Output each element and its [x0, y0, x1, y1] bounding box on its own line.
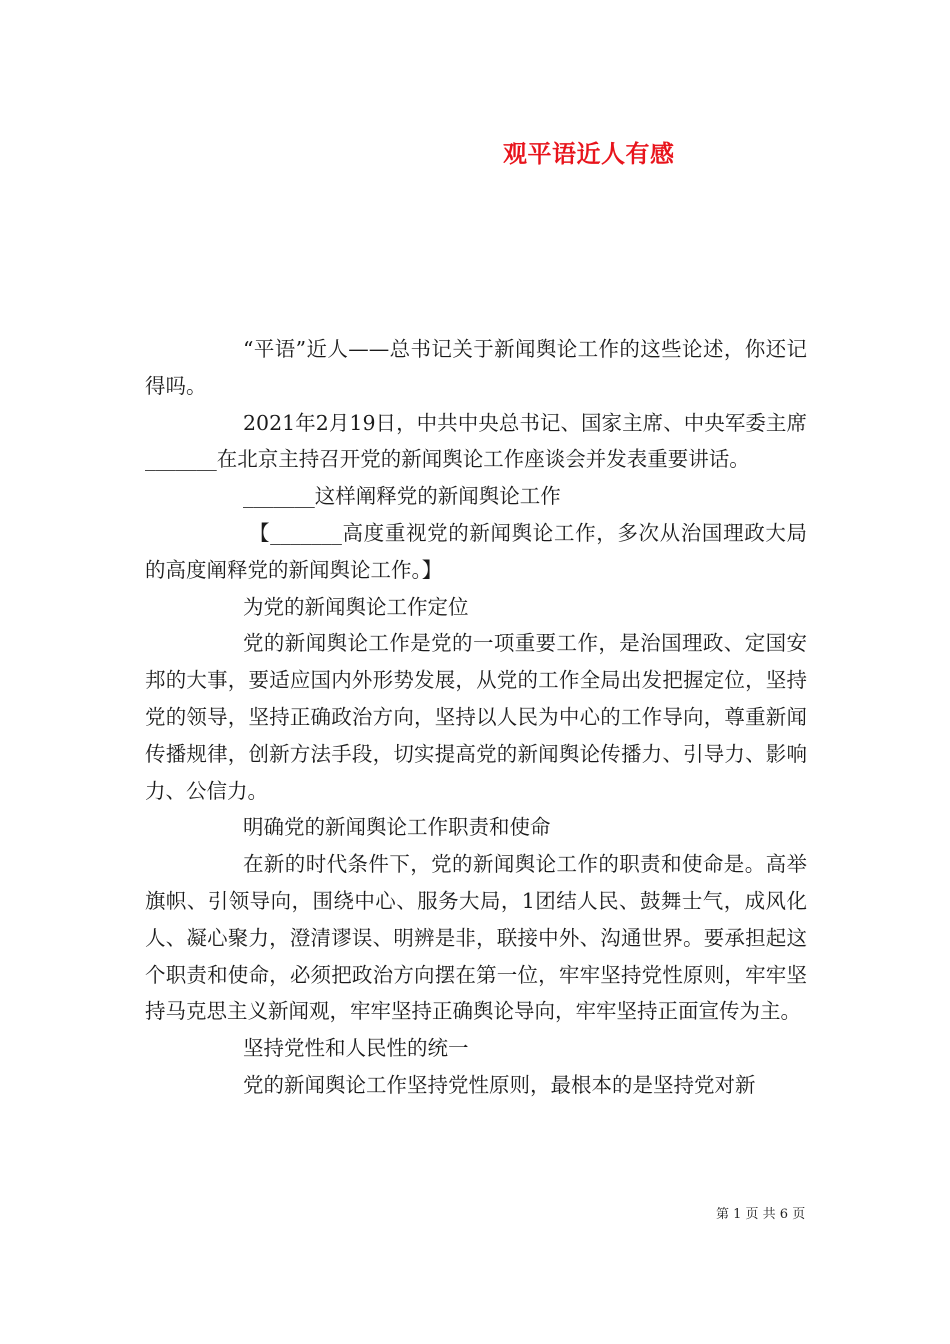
- bracket-paragraph: 【_______高度重视党的新闻舆论工作，多次从治国理政大局的高度阐释党的新闻舆论工作。】: [145, 520, 807, 582]
- document-title: 观平语近人有感: [503, 139, 675, 168]
- unity-paragraph: 党的新闻舆论工作坚持党性原则，最根本的是坚持党对新: [243, 1072, 756, 1097]
- duties-paragraph: 在新的时代条件下，党的新闻舆论工作的职责和使命是。高举旗帜、引领导向，围绕中心、服务大局，1团结人民、鼓舞士气，成风化人、凝心聚力，澄清谬误、明辨是非，联接中外、沟通世界。要承担起这个职责和使命，必须把政治方向摆在第一位，牢牢坚持党性原则，牢牢坚持马克思主义新闻观，牢牢坚持正确舆论导向，牢牢坚持正面宣传为主。: [145, 852, 807, 1024]
- subheading-unity: 坚持党性和人民性的统一: [243, 1036, 469, 1061]
- page-number: 第 1 页 共 6 页: [716, 1207, 806, 1222]
- positioning-paragraph: 党的新闻舆论工作是党的一项重要工作，是治国理政、定国安邦的大事，要适应国内外形势发展，从党的工作全局出发把握定位，坚持党的领导，坚持正确政治方向，坚持以人民为中心的工作导向，尊重新闻传播规律，创新方法手段，切实提高党的新闻舆论传播力、引导力、影响力、公信力。: [145, 631, 807, 803]
- subheading-duties: 明确党的新闻舆论工作职责和使命: [243, 815, 551, 840]
- subheading-positioning: 为党的新闻舆论工作定位: [243, 594, 469, 619]
- section-heading: _______这样阐释党的新闻舆论工作: [243, 484, 561, 509]
- meeting-paragraph: 2021年2月19日，中共中央总书记、国家主席、中央军委主席_______在北京主持召开党的新闻舆论工作座谈会并发表重要讲话。: [145, 410, 807, 472]
- document-body: [145, 331, 807, 1104]
- intro-paragraph: “平语”近人——总书记关于新闻舆论工作的这些论述，你还记得吗。: [145, 337, 807, 398]
